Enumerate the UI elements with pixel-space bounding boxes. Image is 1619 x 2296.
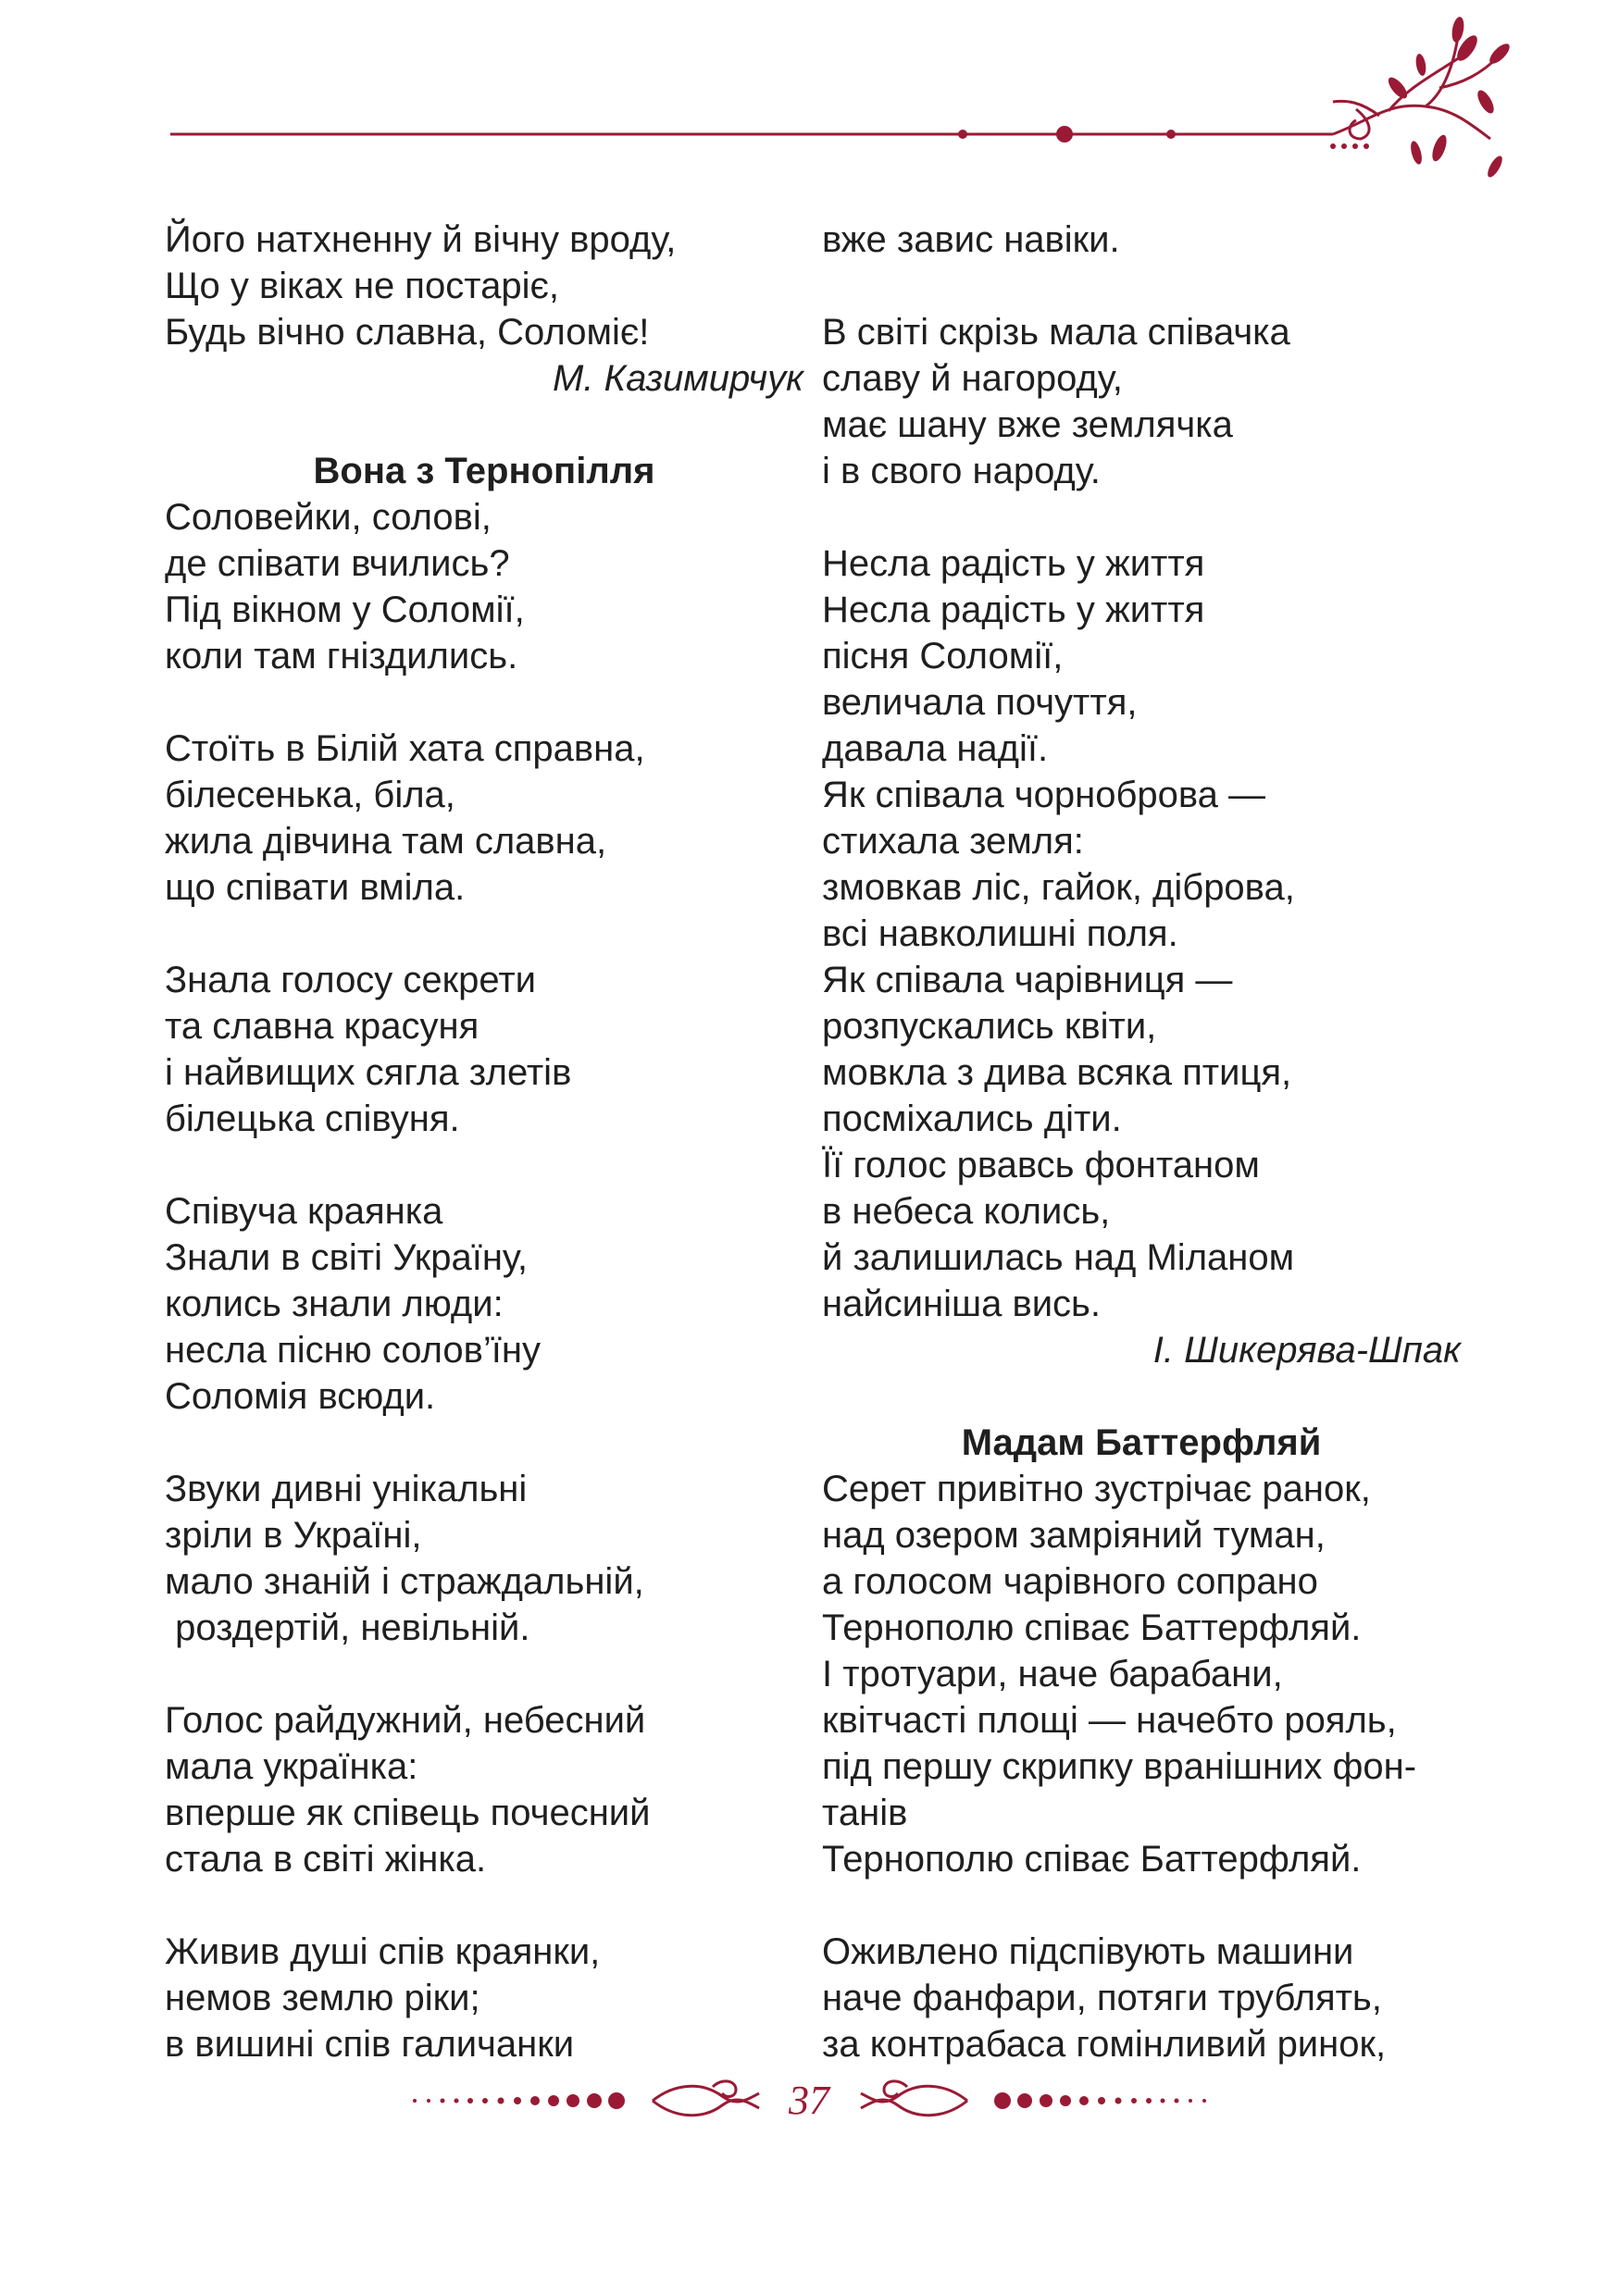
stanza-break <box>165 679 803 726</box>
poem-line: Звуки дивні унікальні <box>165 1469 528 1509</box>
poem-line: Співуча краянка <box>165 1191 443 1232</box>
poem-line: та славна красуня <box>165 1006 479 1047</box>
poem-line: І тротуари, наче барабани, <box>822 1654 1283 1694</box>
poem-line: посміхались діти. <box>822 1098 1122 1139</box>
stanza-break <box>165 1142 803 1188</box>
poem-line: а голосом чарівного сопрано <box>822 1561 1318 1602</box>
poem-line: де співати вчились? <box>165 543 510 584</box>
poem-line: величала почуття, <box>822 682 1138 723</box>
poem-line: Голос райдужний, небесний <box>165 1700 646 1741</box>
poem-line: і в свого народу. <box>822 451 1101 491</box>
poem-line: мовкла з дива всяка птиця, <box>822 1052 1292 1093</box>
poem-line: стала в світі жінка. <box>165 1839 487 1880</box>
poem-line: зріли в Україні, <box>165 1515 422 1556</box>
poem-line: мала українка: <box>165 1746 418 1787</box>
page-number: 37 <box>789 2078 829 2123</box>
poem-line: Тернополю співає Баттерфляй. <box>822 1607 1362 1648</box>
poem-line: Стоїть в Білій хата справна, <box>165 728 645 769</box>
poem-line: Соломія всюди. <box>165 1376 436 1417</box>
stanza-break <box>822 494 1461 540</box>
stanza-break <box>165 1882 803 1929</box>
poem-line: над озером замріяний туман, <box>822 1515 1326 1556</box>
poem-line: Його натхненну й вічну вроду, <box>165 219 677 260</box>
poem-line: несла пісню солов’їну <box>165 1330 541 1371</box>
poem-line: Її голос рвавсь фонтаном <box>822 1145 1260 1185</box>
poem-line: найсиніша вись. <box>822 1284 1101 1324</box>
poem-line: й залишилась над Міланом <box>822 1237 1295 1278</box>
poem-line: давала надії. <box>822 728 1049 769</box>
stanza-break <box>165 1420 803 1466</box>
poem-author: М. Казимирчук <box>552 358 803 399</box>
poem-line: Під вікном у Соломії, <box>165 590 525 630</box>
poem-line: коли там гніздились. <box>165 636 518 676</box>
poem-line: Знали в світі Україну, <box>165 1237 529 1278</box>
stanza-break <box>822 1882 1461 1929</box>
header-dot <box>1056 126 1073 143</box>
poem-author: І. Шикерява-Шпак <box>1152 1330 1461 1371</box>
floral-branch-icon <box>1333 37 1500 139</box>
poem-line: Несла радість у життя <box>822 590 1205 630</box>
poem-line: Соловейки, солові, <box>165 497 492 538</box>
stanza-break <box>822 263 1461 309</box>
poem-line: вперше як співець почесний <box>165 1793 651 1833</box>
poem-line: під першу скрипку вранішних фон- <box>822 1746 1417 1787</box>
poem-title: Вона з Тернопілля <box>313 451 655 491</box>
poem-line: танів <box>822 1793 908 1833</box>
poem-line: і найвищих сягла злетів <box>165 1052 572 1093</box>
poem-line: Оживлено підспівують машини <box>822 1931 1354 1972</box>
poem-line: роздертій, невільній. <box>165 1607 530 1648</box>
poem-line: Як співала чорноброва — <box>822 775 1266 815</box>
poem-line: змовкав ліс, гайок, діброва, <box>822 867 1295 908</box>
poem-line: білесенька, біла, <box>165 775 455 815</box>
floral-leaves-icon <box>1330 16 1513 180</box>
poem-line: жила дівчина там славна, <box>165 821 607 862</box>
poem-line: що співати вміла. <box>165 867 466 908</box>
poem-line: білецька співуня. <box>165 1098 460 1139</box>
poem-line: всі навколишні поля. <box>822 913 1178 954</box>
header-dot <box>958 130 967 139</box>
poem-line: славу й нагороду, <box>822 358 1123 399</box>
footer-dots-left <box>413 2092 625 2109</box>
poem-line: Як співала чарівниця — <box>822 960 1233 1000</box>
header-ornament <box>0 0 1619 204</box>
poem-line: Тернополю співає Баттерфляй. <box>822 1839 1362 1880</box>
poem-line: Знала голосу секрети <box>165 960 536 1000</box>
left-column <box>165 217 803 2067</box>
poem-line: Будь вічно славна, Соломіє! <box>165 312 650 353</box>
poem-line: за контрабаса гомінливий ринок, <box>822 2024 1387 2065</box>
poem-line: вже завис навіки. <box>822 219 1120 260</box>
poem-line: В світі скрізь мала співачка <box>822 312 1290 353</box>
header-dot <box>1166 130 1176 139</box>
poem-line: мало знаній і страждальній, <box>165 1561 644 1602</box>
poem-line: має шану вже землячка <box>822 404 1233 445</box>
poem-line: в небеса колись, <box>822 1191 1111 1232</box>
poem-line: Що у віках не постаріє, <box>165 266 559 306</box>
stanza-break <box>165 911 803 957</box>
stanza-break <box>165 402 803 448</box>
poem-line: немов землю ріки; <box>165 1978 480 2018</box>
poem-title: Мадам Баттерфляй <box>961 1422 1322 1463</box>
poem-line: пісня Соломії, <box>822 636 1064 676</box>
poem-line: в вишині спів галичанки <box>165 2024 575 2065</box>
poem-line: наче фанфари, потяги трублять, <box>822 1978 1382 2018</box>
right-column <box>822 217 1461 2067</box>
poem-line: колись знали люди: <box>165 1284 504 1324</box>
poem-line: стихала земля: <box>822 821 1084 862</box>
poem-line: Серет привітно зустрічає ранок, <box>822 1469 1371 1509</box>
stanza-break <box>822 1373 1461 1420</box>
poem-line: квітчасті площі — начебто рояль, <box>822 1700 1397 1741</box>
poem-line: розпускались квіти, <box>822 1006 1157 1047</box>
footer-dots-right <box>994 2092 1206 2109</box>
poem-line: Несла радість у життя <box>822 543 1205 584</box>
stanza-break <box>165 1651 803 1697</box>
poem-line: Живив душі спів краянки, <box>165 1931 601 1972</box>
